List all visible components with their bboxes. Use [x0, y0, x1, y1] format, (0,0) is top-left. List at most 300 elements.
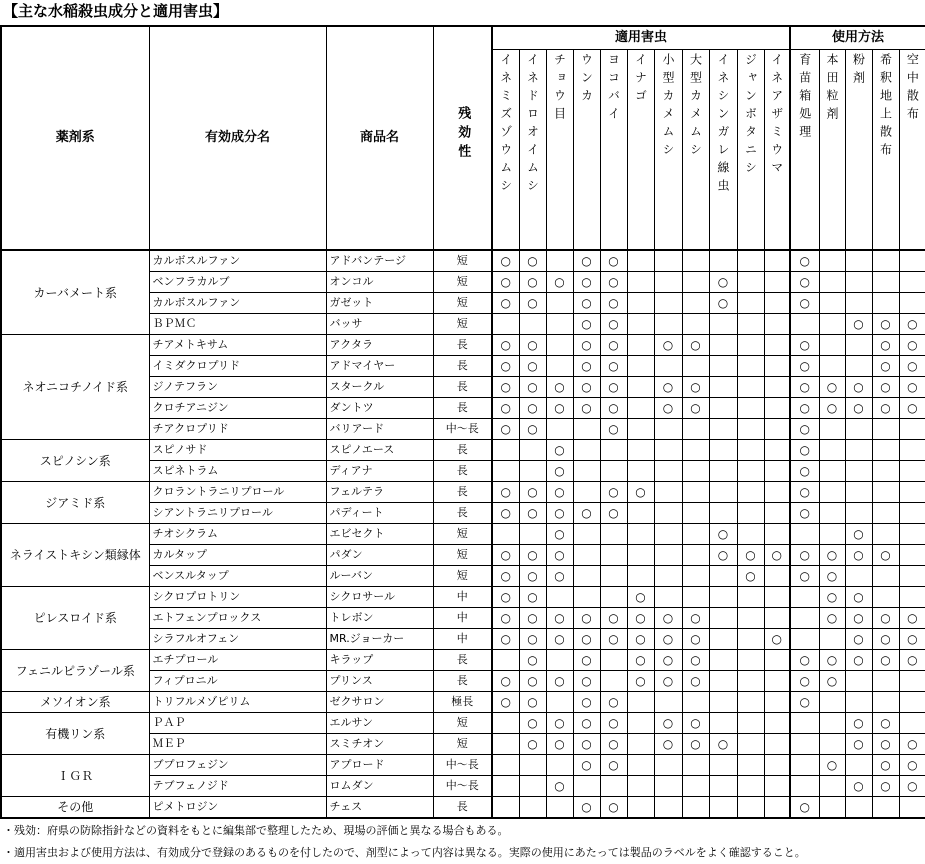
- pest-mark-cell: [682, 482, 709, 503]
- header-methods-group: 使用方法: [790, 26, 925, 50]
- pest-mark-cell: [682, 587, 709, 608]
- pest-mark-cell: [682, 734, 709, 755]
- applicable-mark: ○: [554, 737, 565, 751]
- pest-mark-cell: [519, 713, 546, 734]
- method-mark-cell: [899, 293, 925, 314]
- pest-mark-cell: [737, 356, 764, 377]
- pest-mark-cell: [737, 250, 764, 272]
- method-mark-cell: [790, 293, 819, 314]
- pest-mark-cell: [682, 293, 709, 314]
- applicable-mark: ○: [608, 800, 619, 814]
- pest-mark-cell: [573, 671, 600, 692]
- pest-mark-cell: [519, 440, 546, 461]
- applicable-mark: ○: [500, 674, 511, 688]
- pest-mark-cell: [627, 692, 654, 713]
- method-mark-cell: [899, 713, 925, 734]
- pest-mark-cell: [682, 629, 709, 650]
- pest-mark-cell: [709, 419, 737, 440]
- header-pest: [492, 50, 519, 251]
- applicable-mark: ○: [662, 611, 674, 625]
- pest-mark-cell: [764, 398, 790, 419]
- method-mark-cell: [845, 713, 872, 734]
- ingredient-cell: ベンフラカルブ: [149, 272, 326, 293]
- pest-mark-cell: [682, 250, 709, 272]
- applicable-mark: ○: [907, 359, 918, 373]
- family-cell: ピレスロイド系: [1, 587, 149, 650]
- applicable-mark: ○: [581, 380, 592, 394]
- ingredient-cell: フィプロニル: [149, 671, 326, 692]
- residual-cell: 短: [433, 524, 492, 545]
- footnotes: [3, 820, 806, 864]
- pest-mark-cell: [600, 671, 627, 692]
- pest-mark-cell: [492, 587, 519, 608]
- pest-mark-cell: [573, 797, 600, 819]
- pest-mark-cell: [573, 440, 600, 461]
- header-method: [899, 50, 925, 251]
- pest-mark-cell: [600, 629, 627, 650]
- applicable-mark: ○: [880, 359, 891, 373]
- applicable-mark: ○: [581, 716, 592, 730]
- residual-cell: 中～長: [433, 419, 492, 440]
- pest-mark-cell: [519, 398, 546, 419]
- method-mark-cell: [819, 566, 845, 587]
- method-mark-cell: [899, 335, 925, 356]
- method-mark-cell: [819, 272, 845, 293]
- pest-mark-cell: [764, 335, 790, 356]
- applicable-mark: ○: [500, 506, 511, 520]
- method-mark-cell: [790, 356, 819, 377]
- product-cell: バリアード: [326, 419, 433, 440]
- applicable-mark: ○: [662, 401, 674, 415]
- pest-mark-cell: [627, 545, 654, 566]
- family-cell: ネオニコチノイド系: [1, 335, 149, 440]
- pest-mark-cell: [682, 272, 709, 293]
- applicable-mark: ○: [500, 401, 511, 415]
- pest-mark-cell: [654, 250, 682, 272]
- method-mark-cell: [899, 377, 925, 398]
- pest-mark-cell: [573, 503, 600, 524]
- pest-mark-cell: [737, 566, 764, 587]
- method-mark-cell: [819, 545, 845, 566]
- pest-mark-cell: [519, 671, 546, 692]
- method-mark-cell: [899, 272, 925, 293]
- product-cell: プリンス: [326, 671, 433, 692]
- pest-mark-cell: [492, 398, 519, 419]
- pest-mark-cell: [519, 250, 546, 272]
- pest-mark-cell: [573, 293, 600, 314]
- method-mark-cell: [872, 776, 899, 797]
- applicable-mark: ○: [799, 422, 811, 436]
- pest-mark-cell: [682, 356, 709, 377]
- ingredient-cell: エチプロール: [149, 650, 326, 671]
- pest-mark-cell: [546, 566, 573, 587]
- header-ingredient: 有効成分名: [149, 26, 326, 250]
- method-mark-cell: [790, 650, 819, 671]
- method-mark-cell: [845, 545, 872, 566]
- applicable-mark: ○: [500, 275, 511, 289]
- applicable-mark: ○: [635, 611, 646, 625]
- method-mark-cell: [845, 671, 872, 692]
- pest-mark-cell: [546, 776, 573, 797]
- applicable-mark: ○: [880, 758, 891, 772]
- pest-mark-cell: [654, 419, 682, 440]
- method-mark-cell: [872, 692, 899, 713]
- pest-mark-cell: [682, 377, 709, 398]
- pest-mark-cell: [546, 755, 573, 776]
- header-method: [845, 50, 872, 251]
- applicable-mark: ○: [608, 506, 619, 520]
- method-mark-cell: [872, 377, 899, 398]
- pest-mark-cell: [600, 734, 627, 755]
- applicable-mark: ○: [554, 464, 565, 478]
- applicable-mark: ○: [771, 632, 783, 646]
- pest-mark-cell: [709, 314, 737, 335]
- header-pest-label: イネミズゾウムシ: [498, 53, 513, 197]
- applicable-mark: ○: [527, 569, 538, 583]
- pest-mark-cell: [654, 713, 682, 734]
- method-mark-cell: [872, 335, 899, 356]
- applicable-mark: ○: [880, 548, 891, 562]
- method-mark-cell: [899, 524, 925, 545]
- pest-mark-cell: [627, 461, 654, 482]
- applicable-mark: ○: [662, 737, 674, 751]
- applicable-mark: ○: [527, 380, 538, 394]
- applicable-mark: ○: [907, 338, 918, 352]
- header-pest-label: イネドロオイムシ: [525, 53, 540, 197]
- product-cell: スタークル: [326, 377, 433, 398]
- family-cell: その他: [1, 797, 149, 819]
- applicable-mark: ○: [717, 737, 729, 751]
- applicable-mark: ○: [608, 359, 619, 373]
- header-pest: [654, 50, 682, 251]
- method-mark-cell: [790, 461, 819, 482]
- pest-mark-cell: [492, 419, 519, 440]
- ingredient-cell: エトフェンプロックス: [149, 608, 326, 629]
- applicable-mark: ○: [527, 695, 538, 709]
- method-mark-cell: [872, 461, 899, 482]
- ingredient-cell: スピノサド: [149, 440, 326, 461]
- applicable-mark: ○: [527, 737, 538, 751]
- applicable-mark: ○: [826, 674, 838, 688]
- pest-mark-cell: [654, 440, 682, 461]
- applicable-mark: ○: [554, 779, 565, 793]
- applicable-mark: ○: [907, 737, 918, 751]
- ingredient-cell: テブフェノジド: [149, 776, 326, 797]
- method-mark-cell: [819, 608, 845, 629]
- pest-mark-cell: [492, 503, 519, 524]
- header-pest: [764, 50, 790, 251]
- pest-mark-cell: [600, 566, 627, 587]
- pest-mark-cell: [546, 734, 573, 755]
- pest-mark-cell: [709, 461, 737, 482]
- method-mark-cell: [872, 755, 899, 776]
- method-mark-cell: [845, 650, 872, 671]
- pest-mark-cell: [709, 398, 737, 419]
- applicable-mark: ○: [799, 548, 811, 562]
- pest-mark-cell: [764, 503, 790, 524]
- pest-mark-cell: [492, 650, 519, 671]
- footnote-usage: ・適用害虫および使用方法は、有効成分で登録のあるものを付したので、剤型によって内容は異なる。実際の使用にあたっては製品のラベルをよく確認すること。: [3, 846, 806, 859]
- applicable-mark: ○: [799, 800, 811, 814]
- applicable-mark: ○: [662, 632, 674, 646]
- pest-mark-cell: [764, 629, 790, 650]
- pest-mark-cell: [737, 608, 764, 629]
- pest-mark-cell: [600, 335, 627, 356]
- method-mark-cell: [872, 587, 899, 608]
- applicable-mark: ○: [880, 716, 891, 730]
- pest-mark-cell: [737, 398, 764, 419]
- pest-mark-cell: [492, 755, 519, 776]
- method-mark-cell: [845, 608, 872, 629]
- table-row: [1, 650, 925, 671]
- method-mark-cell: [790, 608, 819, 629]
- applicable-mark: ○: [880, 401, 891, 415]
- pest-mark-cell: [519, 293, 546, 314]
- pest-mark-cell: [737, 713, 764, 734]
- applicable-mark: ○: [880, 338, 891, 352]
- pest-mark-cell: [654, 629, 682, 650]
- pest-mark-cell: [627, 755, 654, 776]
- method-mark-cell: [790, 734, 819, 755]
- pest-mark-cell: [492, 482, 519, 503]
- pest-mark-cell: [492, 713, 519, 734]
- residual-cell: 長: [433, 671, 492, 692]
- method-mark-cell: [819, 482, 845, 503]
- method-mark-cell: [872, 250, 899, 272]
- applicable-mark: ○: [581, 401, 592, 415]
- pest-mark-cell: [737, 419, 764, 440]
- header-pest-label: ジャンボタニシ: [743, 53, 758, 179]
- applicable-mark: ○: [581, 359, 592, 373]
- applicable-mark: ○: [527, 506, 538, 520]
- applicable-mark: ○: [907, 632, 918, 646]
- residual-cell: 長: [433, 377, 492, 398]
- pest-mark-cell: [764, 734, 790, 755]
- applicable-mark: ○: [500, 359, 511, 373]
- pest-mark-cell: [492, 314, 519, 335]
- pest-mark-cell: [764, 692, 790, 713]
- applicable-mark: ○: [880, 737, 891, 751]
- pest-mark-cell: [600, 713, 627, 734]
- header-pest: [573, 50, 600, 251]
- applicable-mark: ○: [608, 338, 619, 352]
- applicable-mark: ○: [690, 716, 701, 730]
- applicable-mark: ○: [853, 548, 864, 562]
- method-mark-cell: [899, 608, 925, 629]
- applicable-mark: ○: [608, 422, 619, 436]
- applicable-mark: ○: [581, 275, 592, 289]
- pest-mark-cell: [492, 671, 519, 692]
- pest-mark-cell: [519, 461, 546, 482]
- applicable-mark: ○: [799, 296, 811, 310]
- pest-mark-cell: [682, 440, 709, 461]
- ingredient-cell: シアントラニリプロール: [149, 503, 326, 524]
- header-pest-label: 小型カメムシ: [661, 53, 675, 161]
- pest-mark-cell: [546, 335, 573, 356]
- header-method-label: 本田粒剤: [825, 53, 840, 125]
- applicable-mark: ○: [853, 716, 864, 730]
- pest-mark-cell: [627, 419, 654, 440]
- residual-cell: 長: [433, 482, 492, 503]
- pest-mark-cell: [709, 587, 737, 608]
- pest-mark-cell: [573, 250, 600, 272]
- pest-mark-cell: [682, 314, 709, 335]
- pest-mark-cell: [573, 524, 600, 545]
- applicable-mark: ○: [608, 254, 619, 268]
- pest-mark-cell: [654, 314, 682, 335]
- pest-mark-cell: [573, 776, 600, 797]
- ingredient-cell: ＰＡＰ: [149, 713, 326, 734]
- applicable-mark: ○: [500, 590, 511, 604]
- applicable-mark: ○: [608, 758, 619, 772]
- applicable-mark: ○: [799, 380, 811, 394]
- applicable-mark: ○: [635, 485, 646, 499]
- pest-mark-cell: [573, 755, 600, 776]
- applicable-mark: ○: [554, 380, 565, 394]
- applicable-mark: ○: [554, 485, 565, 499]
- pest-mark-cell: [573, 713, 600, 734]
- pest-mark-cell: [600, 398, 627, 419]
- product-cell: MR.ジョーカー: [326, 629, 433, 650]
- method-mark-cell: [872, 629, 899, 650]
- pest-mark-cell: [627, 671, 654, 692]
- residual-cell: 長: [433, 461, 492, 482]
- pest-mark-cell: [627, 250, 654, 272]
- residual-cell: 短: [433, 314, 492, 335]
- applicable-mark: ○: [581, 737, 592, 751]
- pest-mark-cell: [764, 461, 790, 482]
- method-mark-cell: [819, 377, 845, 398]
- pest-mark-cell: [737, 377, 764, 398]
- pest-mark-cell: [627, 776, 654, 797]
- applicable-mark: ○: [826, 611, 838, 625]
- pest-mark-cell: [764, 250, 790, 272]
- ingredient-cell: ブプロフェジン: [149, 755, 326, 776]
- applicable-mark: ○: [608, 716, 619, 730]
- applicable-mark: ○: [799, 695, 811, 709]
- pest-mark-cell: [492, 272, 519, 293]
- pest-mark-cell: [546, 650, 573, 671]
- pest-mark-cell: [654, 587, 682, 608]
- method-mark-cell: [790, 776, 819, 797]
- applicable-mark: ○: [554, 716, 565, 730]
- insecticide-table: [0, 25, 925, 819]
- applicable-mark: ○: [527, 359, 538, 373]
- method-mark-cell: [845, 734, 872, 755]
- pest-mark-cell: [627, 440, 654, 461]
- applicable-mark: ○: [527, 422, 538, 436]
- pest-mark-cell: [654, 545, 682, 566]
- pest-mark-cell: [709, 671, 737, 692]
- pest-mark-cell: [654, 377, 682, 398]
- pest-mark-cell: [764, 419, 790, 440]
- residual-cell: 短: [433, 545, 492, 566]
- pest-mark-cell: [573, 734, 600, 755]
- pest-mark-cell: [546, 545, 573, 566]
- pest-mark-cell: [546, 314, 573, 335]
- pest-mark-cell: [492, 566, 519, 587]
- applicable-mark: ○: [608, 485, 619, 499]
- pest-mark-cell: [519, 314, 546, 335]
- table-row: [1, 587, 925, 608]
- pest-mark-cell: [546, 377, 573, 398]
- ingredient-cell: カルタップ: [149, 545, 326, 566]
- header-method-label: 希釈地上散布: [878, 53, 893, 161]
- header-method-label: 空中散布: [905, 53, 920, 125]
- pest-mark-cell: [654, 335, 682, 356]
- method-mark-cell: [899, 545, 925, 566]
- method-mark-cell: [872, 272, 899, 293]
- method-mark-cell: [790, 671, 819, 692]
- pest-mark-cell: [519, 629, 546, 650]
- header-pest-label: チョウ目: [552, 53, 567, 125]
- applicable-mark: ○: [527, 590, 538, 604]
- pest-mark-cell: [709, 629, 737, 650]
- ingredient-cell: ジノテフラン: [149, 377, 326, 398]
- pest-mark-cell: [682, 797, 709, 819]
- ingredient-cell: スピネトラム: [149, 461, 326, 482]
- method-mark-cell: [845, 293, 872, 314]
- pest-mark-cell: [519, 797, 546, 819]
- pest-mark-cell: [600, 755, 627, 776]
- applicable-mark: ○: [500, 422, 511, 436]
- applicable-mark: ○: [635, 632, 646, 646]
- applicable-mark: ○: [527, 338, 538, 352]
- pest-mark-cell: [600, 776, 627, 797]
- table-row: [1, 797, 925, 819]
- product-cell: エビセクト: [326, 524, 433, 545]
- pest-mark-cell: [600, 797, 627, 819]
- applicable-mark: ○: [554, 506, 565, 520]
- product-cell: アクタラ: [326, 335, 433, 356]
- applicable-mark: ○: [799, 338, 811, 352]
- product-cell: バッサ: [326, 314, 433, 335]
- method-mark-cell: [872, 566, 899, 587]
- pest-mark-cell: [737, 650, 764, 671]
- applicable-mark: ○: [717, 527, 729, 541]
- pest-mark-cell: [492, 545, 519, 566]
- pest-mark-cell: [492, 250, 519, 272]
- product-cell: ロムダン: [326, 776, 433, 797]
- table-row: [1, 755, 925, 776]
- pest-mark-cell: [492, 461, 519, 482]
- pest-mark-cell: [519, 776, 546, 797]
- applicable-mark: ○: [554, 569, 565, 583]
- pest-mark-cell: [546, 250, 573, 272]
- pest-mark-cell: [709, 272, 737, 293]
- pest-mark-cell: [627, 377, 654, 398]
- applicable-mark: ○: [826, 548, 838, 562]
- pest-mark-cell: [546, 713, 573, 734]
- method-mark-cell: [845, 692, 872, 713]
- method-mark-cell: [819, 671, 845, 692]
- method-mark-cell: [790, 587, 819, 608]
- pest-mark-cell: [737, 335, 764, 356]
- pest-mark-cell: [627, 356, 654, 377]
- pest-mark-cell: [492, 524, 519, 545]
- pest-mark-cell: [682, 692, 709, 713]
- applicable-mark: ○: [690, 380, 701, 394]
- pest-mark-cell: [600, 608, 627, 629]
- method-mark-cell: [790, 524, 819, 545]
- applicable-mark: ○: [527, 674, 538, 688]
- method-mark-cell: [872, 503, 899, 524]
- pest-mark-cell: [764, 293, 790, 314]
- applicable-mark: ○: [581, 296, 592, 310]
- method-mark-cell: [845, 419, 872, 440]
- applicable-mark: ○: [717, 548, 729, 562]
- pest-mark-cell: [519, 755, 546, 776]
